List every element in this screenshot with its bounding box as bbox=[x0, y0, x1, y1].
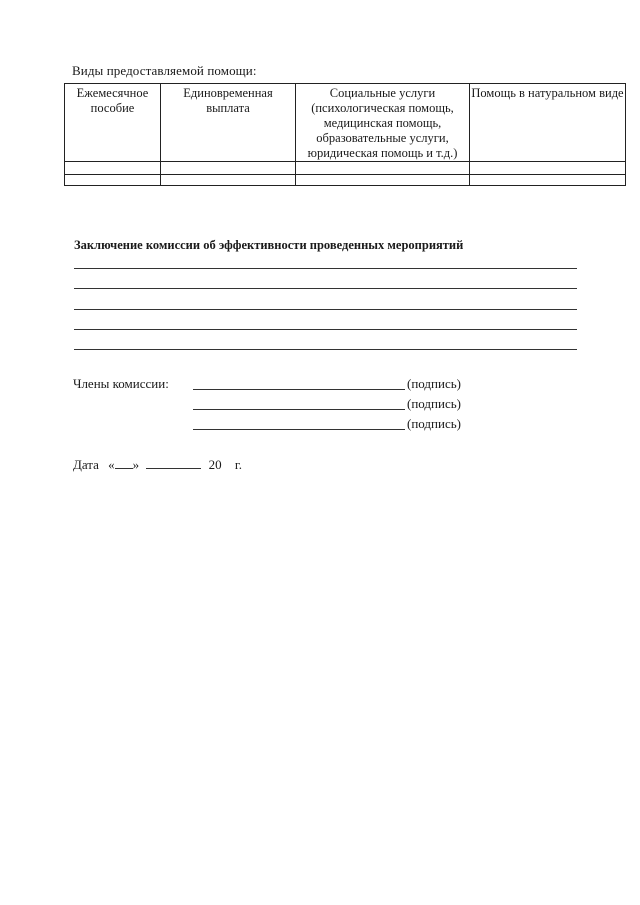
table-cell[interactable] bbox=[65, 175, 161, 186]
conclusion-line-3[interactable] bbox=[74, 309, 577, 310]
signature-label: (подпись) bbox=[407, 396, 461, 411]
conclusion-title: Заключение комиссии об эффективности проведенных мероприятий bbox=[74, 238, 464, 252]
date-open-quote: « bbox=[108, 457, 115, 472]
aid-types-heading: Виды предоставляемой помощи: bbox=[72, 63, 257, 78]
column-header-lump-sum-payment: Единовременная выплата bbox=[161, 84, 296, 162]
conclusion-line-5[interactable] bbox=[74, 349, 577, 350]
conclusion-line-2[interactable] bbox=[74, 288, 577, 289]
date-row bbox=[73, 457, 242, 473]
signature-label: (подпись) bbox=[407, 416, 461, 431]
date-century: 20 bbox=[208, 457, 222, 472]
month-field[interactable] bbox=[146, 458, 201, 469]
date-close-quote: » bbox=[132, 457, 140, 472]
table-cell[interactable] bbox=[161, 162, 296, 175]
aid-types-table bbox=[64, 83, 626, 186]
column-header-social-services: Социальные услуги (психологическая помощь, медицинская помощь, образовательные услуги, юридическая помощь и т.д.) bbox=[296, 84, 470, 162]
table-cell[interactable] bbox=[470, 162, 626, 175]
signature-label: (подпись) bbox=[407, 376, 461, 391]
column-header-monthly-allowance: Ежемесячное пособие bbox=[65, 84, 161, 162]
conclusion-line-4[interactable] bbox=[74, 329, 577, 330]
table-cell[interactable] bbox=[65, 162, 161, 175]
conclusion-line-1[interactable] bbox=[74, 268, 577, 269]
date-label: Дата bbox=[73, 457, 99, 472]
table-row bbox=[65, 162, 626, 175]
table-cell[interactable] bbox=[161, 175, 296, 186]
date-year-suffix: г. bbox=[234, 457, 243, 472]
signature-line[interactable] bbox=[193, 409, 405, 410]
signature-line[interactable] bbox=[193, 389, 405, 390]
table-header-row bbox=[65, 84, 626, 162]
table-cell[interactable] bbox=[470, 175, 626, 186]
column-header-in-kind-aid: Помощь в натуральном виде bbox=[470, 84, 626, 162]
commission-members-label: Члены комиссии: bbox=[73, 376, 169, 391]
day-field[interactable] bbox=[115, 458, 133, 469]
table-row bbox=[65, 175, 626, 186]
table-cell[interactable] bbox=[296, 175, 470, 186]
table-cell[interactable] bbox=[296, 162, 470, 175]
signature-line[interactable] bbox=[193, 429, 405, 430]
